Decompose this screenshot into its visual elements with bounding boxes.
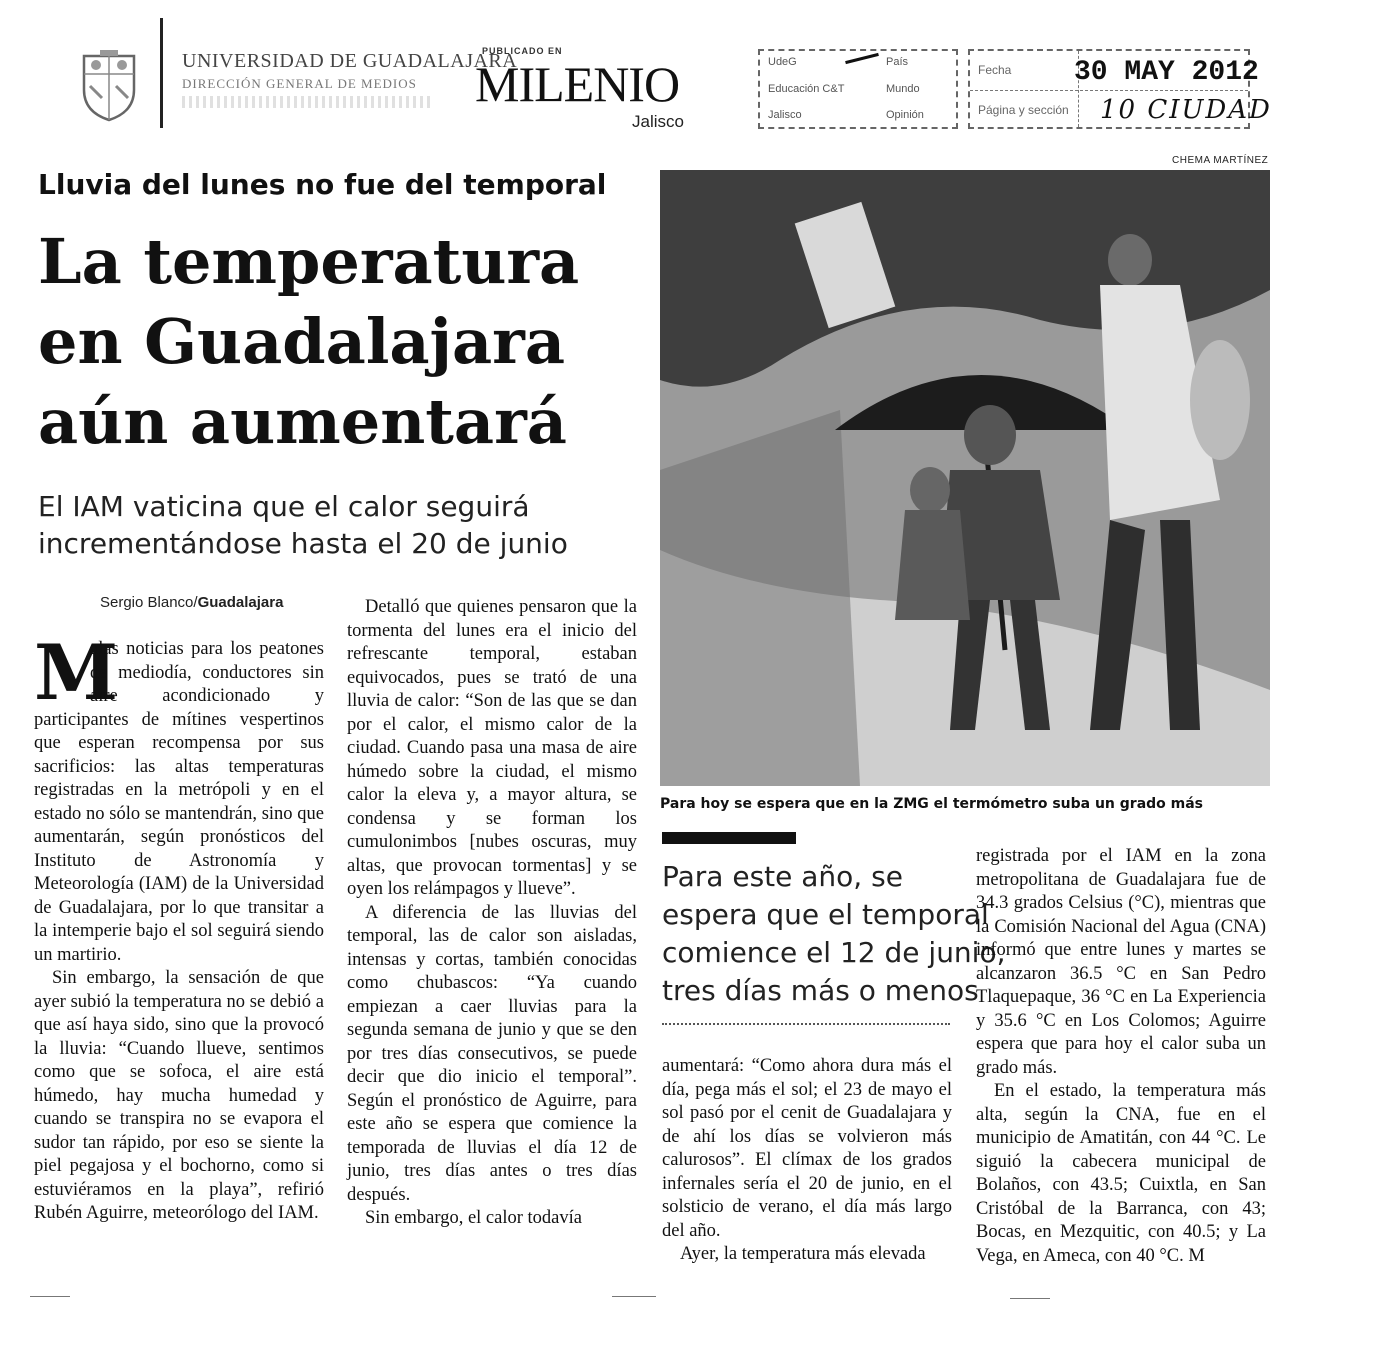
scan-smudge <box>182 96 432 108</box>
paragraph: registrada por el IAM en la zona metropolitana de Guadalajara fue de 34.3 grados Celsius (°C), mientras que la Comisión Nacional del Agua (CNA) informó que entre lunes y martes se alcanzaron 36.5 °C en San Pedro Tlaquepaque, 36 °C en La Experiencia y 35.6 °C en Los Colomos; Aguirre espera que para hoy el calor suba un grado más. <box>976 846 1266 1078</box>
article-column-4 <box>976 845 1266 1268</box>
date-stamp-box <box>968 49 1272 129</box>
article-byline <box>100 594 283 611</box>
article-photo <box>660 170 1270 786</box>
article-column-2 <box>347 596 637 1231</box>
scan-mark <box>612 1296 656 1297</box>
photo-credit: CHEMA MARTÍNEZ <box>1172 155 1269 166</box>
paragraph: Ayer, la temperatura más elevada <box>680 1244 926 1264</box>
pullquote-line: comience el 12 de junio, <box>662 936 1006 969</box>
headline-line: aún aumentará <box>38 385 567 458</box>
page-section-label: Página y sección <box>978 103 1069 117</box>
section-label: UdeG <box>768 56 797 68</box>
article-column-1 <box>34 628 324 1226</box>
pullquote-bar <box>662 832 796 844</box>
dek-line: incrementándose hasta el 20 de junio <box>38 527 568 560</box>
section-label: Opinión <box>886 109 924 121</box>
article-kicker: Lluvia del lunes no fue del temporal <box>38 168 607 201</box>
paragraph: aumentará: “Como ahora dura más el día, pega más el sol; el 23 de mayo el sol pasó por el cenit de Guadalajara y de ahí los días se volvieron más calurosos”. El clímax de los grados infernales sería el 20 de junio, en el solsticio de verano, el día más largo del año. <box>662 1056 952 1241</box>
pullquote-dotted-rule <box>662 1023 950 1025</box>
date-label: Fecha <box>978 63 1012 77</box>
institution-name: UNIVERSIDAD DE GUADALAJARA <box>182 50 518 72</box>
scan-mark <box>1010 1298 1050 1299</box>
paragraph: Sin embargo, el calor todavía <box>365 1208 582 1228</box>
scan-mark <box>30 1296 70 1297</box>
article-dek <box>38 488 568 562</box>
byline-author: Sergio Blanco/ <box>100 594 198 611</box>
section-label: País <box>886 56 909 68</box>
pullquote-line: espera que el temporal <box>662 898 989 931</box>
headline-line: La temperatura <box>38 225 580 298</box>
published-in-label: PUBLICADO EN <box>482 46 563 56</box>
section-label: Educación C&T <box>768 83 845 95</box>
paragraph <box>34 628 324 967</box>
section-label: Mundo <box>886 83 920 95</box>
institution-department: DIRECCIÓN GENERAL DE MEDIOS <box>182 76 417 91</box>
drop-cap: M <box>34 628 119 717</box>
newspaper-edition: Jalisco <box>632 112 684 131</box>
paragraph: En el estado, la temperatura más alta, según la CNA, fue en el municipio de Amatitán, con 44 °C. Le siguió la cabecera municipal de Bolaños, con 43.5; Cuixtla, en San Cristóbal de la Barranca, con 43; Bocas, en Mezquitic, con 40.5; y La Vega, en Ameca, con 40 °C. M <box>976 1081 1266 1266</box>
section-label: Jalisco <box>768 109 802 121</box>
stamp-divider <box>970 90 1248 91</box>
paragraph: Detalló que quienes pensaron que la tormenta del lunes era el inicio del refrescante temporal, estaban equivocados, pues se trató de una lluvia de calor: “Son de las que se dan por el calor, el mismo calor de la ciudad. Cuando pasa una masa de aire húmedo sobre la ciudad, el mismo calor la eleva y, a mayor altura, se condensa y se forman los cumulonimbos [nubes oscuras, muy altas, que provocan tormentas] y se oyen los relámpagos y llueve”. <box>347 597 637 899</box>
paragraph: A diferencia de las lluvias del temporal, las de calor son aisladas, intensas y cortas, también conocidas como chubascos: “Ya cuando empiezan a caer lluvias para la segunda semana de junio y que se den por tres días consecutivos, se puede decir que dio inicio el temporal”. Según el pronóstico de Aguirre, para este año se espera que comience la temporada de lluvias el día 12 de junio, tres días antes o tres días después. <box>347 902 637 1205</box>
paragraph: Sin embargo, la sensación de que ayer subió la temperatura no se debió a que así haya sido, sino que la provocó la lluvia: “Cuando llueve, sentimos como que se sofoca, el aire está húmedo, hay mucha humedad y cuando se transpira no se evapora el sudor tan rápido, por eso se siente la piel pegajosa y el bochorno, como si estuviéramos en la playa”, refirió Rubén Aguirre, meteorólogo del IAM. <box>34 968 324 1223</box>
article-headline <box>38 222 579 462</box>
header-divider <box>160 18 163 128</box>
byline-place: Guadalajara <box>197 594 284 611</box>
stamp-date-value: 30 MAY 2012 <box>1074 57 1259 88</box>
pullquote-line: tres días más o menos <box>662 974 979 1007</box>
pullquote <box>662 858 1006 1010</box>
handwritten-page-section: 10 CIUDAD <box>1100 95 1272 125</box>
headline-line: en Guadalajara <box>38 305 565 378</box>
dek-line: El IAM vaticina que el calor seguirá <box>38 490 530 523</box>
article-column-3 <box>662 1055 952 1267</box>
university-crest-logo <box>76 50 142 122</box>
photo-caption: Para hoy se espera que en la ZMG el termómetro suba un grado más <box>660 796 1204 812</box>
newspaper-logo: MILENIO <box>475 56 680 112</box>
pullquote-line: Para este año, se <box>662 860 903 893</box>
paragraph-text: alas noticias para los peatones de mediodía, conductores sin aire acondicionado y participantes de mítines vespertinos que esperan recompensa por sus sacrificios: las altas temperaturas registradas en la metrópoli y en el estado no sólo se mantendrán, sino que aumentarán, según pronósticos del Instituto de Astronomía y Meteorología (IAM) de la Universidad de Guadalajara, por lo que transitar a la intemperie bajo el sol seguirá siendo un martirio. <box>34 639 324 965</box>
